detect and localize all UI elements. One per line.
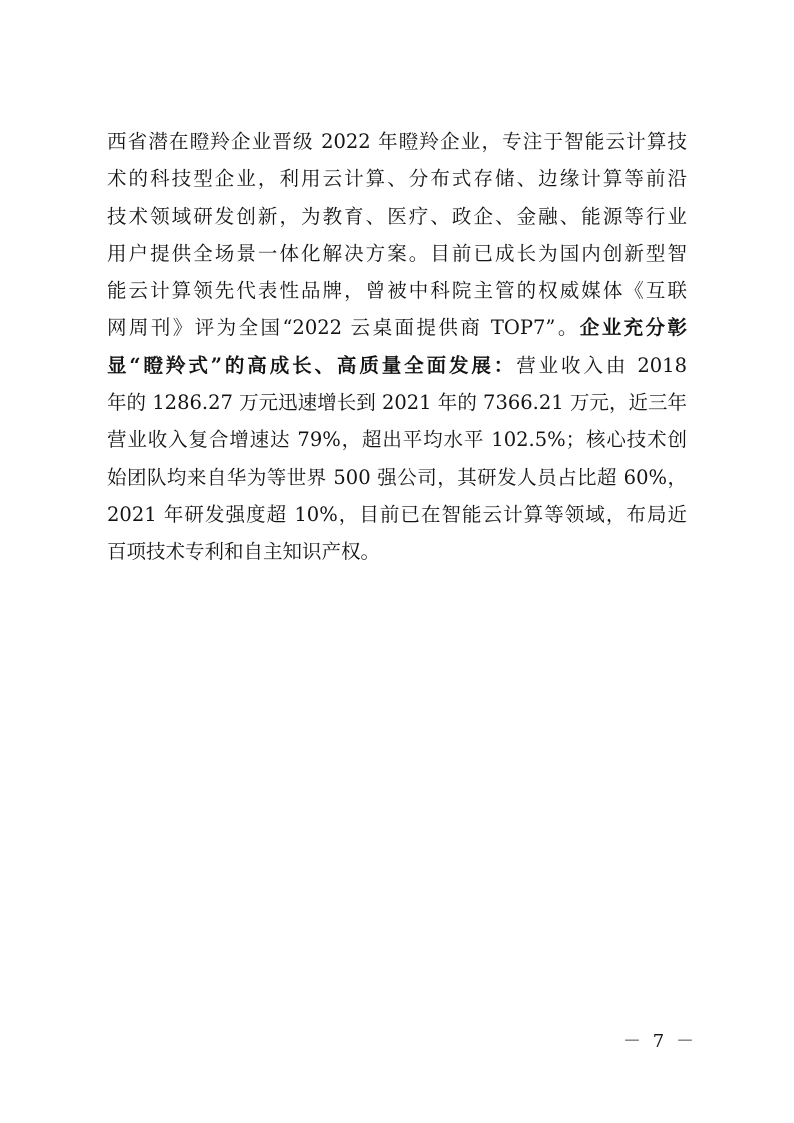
text-line-9: 营业收入复合增速达 79%，超出平均水平 102.5%；核心技术创	[107, 428, 687, 452]
page-number: － 7 －	[623, 1031, 697, 1052]
text-line-4: 用户提供全场景一体化解决方案。目前已成长为国内创新型智	[107, 241, 687, 265]
text-line-1: 西省潜在瞪羚企业晋级 2022 年瞪羚企业，专注于智能云计算技	[107, 130, 687, 153]
bold-heading-part-1: 企业充分彰	[579, 316, 687, 340]
text-line-7	[107, 347, 687, 384]
text-line-12: 百项技术专利和自主知识产权。	[107, 540, 381, 564]
text-line-2: 术的科技型企业，利用云计算、分布式存储、边缘计算等前沿	[107, 167, 687, 191]
bold-heading-part-2: 显“瞪羚式”的高成长、高质量全面发展：	[107, 353, 517, 377]
text-line-5: 能云计算领先代表性品牌，曾被中科院主管的权威媒体《互联	[107, 279, 687, 303]
text-line-3: 技术领域研发创新，为教育、医疗、政企、金融、能源等行业	[107, 204, 687, 228]
text-line-10: 始团队均来自华为等世界 500 强公司，其研发人员占比超 60%，	[107, 465, 687, 489]
text-line-6-regular: 网周刊》评为全国“2022 云桌面提供商 TOP7”。	[107, 316, 580, 340]
text-line-8: 年的 1286.27 万元迅速增长到 2021 年的 7366.21 万元，近三年	[107, 391, 687, 415]
text-line-6	[107, 309, 687, 346]
text-line-7-regular: 营业收入由 2018	[516, 353, 687, 377]
text-line-11: 2021 年研发强度超 10%，目前已在智能云计算等领域，布局近	[107, 502, 687, 526]
body-paragraph	[107, 123, 687, 571]
